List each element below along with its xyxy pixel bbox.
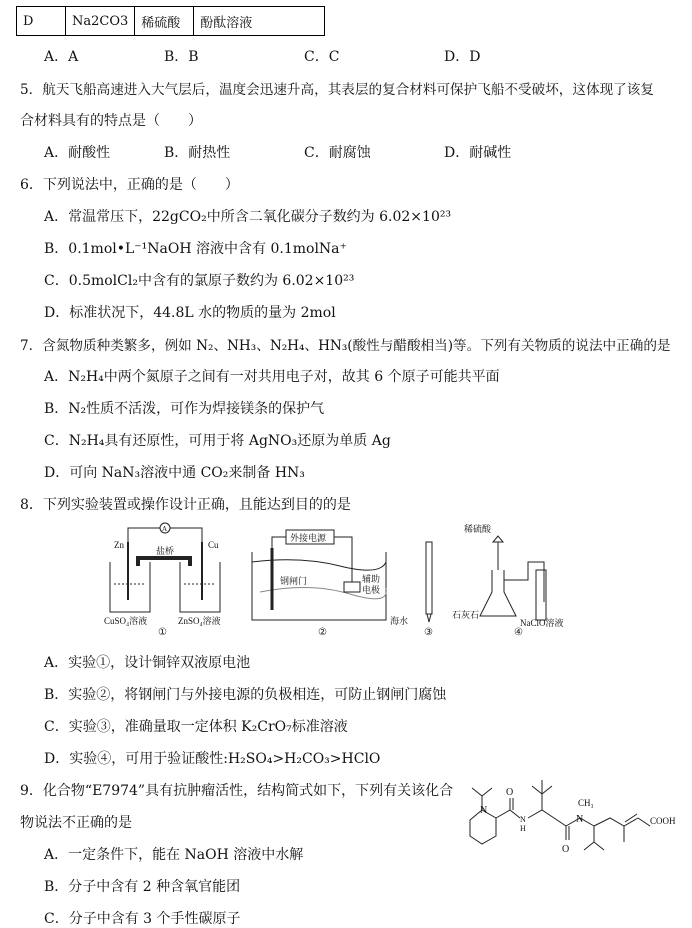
q7-option-d: D．可向 NaN₃溶液中通 CO₂来制备 HN₃: [44, 465, 305, 481]
aux-electrode-label-2: 电极: [362, 585, 381, 595]
q4-option-c: C．C: [304, 49, 340, 65]
q5-stem-line2: 合材料具有的特点是（ ）: [20, 113, 202, 129]
q7-stem: 7．含氮物质种类繁多，例如 N₂、NH₃、N₂H₄、HN₃(酸性与醋酸相当)等。下列有关物质的说法中正确的是: [20, 338, 671, 354]
salt-bridge-label: 盐桥: [156, 546, 175, 556]
answer-table: [16, 6, 325, 36]
q5-option-a: A．耐酸性: [44, 145, 111, 161]
seawater-label: 海水: [390, 616, 409, 626]
figure-number-2: ②: [318, 627, 327, 636]
q7-option-b: B．N₂性质不活泼，可作为焊接镁条的保护气: [44, 401, 325, 417]
q4-option-d: D．D: [444, 49, 481, 65]
q9-option-a: A．一定条件下，能在 NaOH 溶液中水解: [44, 847, 304, 863]
q5-stem-line1: 5．航天飞船高速进入大气层后，温度会迅速升高，其表层的复合材料可保护飞船不受破坏，这体现了该复: [20, 82, 654, 98]
q8-option-c: C．实验③，准确量取一定体积 K₂CrO₇标准溶液: [44, 719, 348, 735]
q8-option-a: A．实验①，设计铜锌双液原电池: [44, 655, 251, 671]
q9-stem-line2: 物说法不正确的是: [20, 815, 132, 831]
n-atom-1: N: [480, 805, 488, 816]
figure-4-flask: [452, 523, 564, 636]
table-cell: D: [17, 7, 66, 36]
figure-2-steel-gate: [252, 530, 408, 636]
table-cell: 酚酞溶液: [194, 7, 325, 36]
zn-label: Zn: [114, 540, 124, 550]
q8-option-d: D．实验④，可用于验证酸性:H₂SO₄>H₂CO₃>HClO: [44, 751, 381, 767]
figure-3-burette: [424, 542, 433, 636]
cuso4-label: CuSO₄溶液: [104, 616, 148, 626]
steel-gate-label: 钢闸门: [280, 576, 308, 586]
table-row: [17, 7, 325, 36]
figure-number-4: ④: [514, 627, 523, 636]
table-cell: Na2CO3: [66, 7, 135, 36]
q9-option-b: B．分子中含有 2 种含氧官能团: [44, 879, 241, 895]
q6-option-c: C．0.5molCl₂中含有的氯原子数约为 6.02×10²³: [44, 273, 355, 289]
table-cell: 稀硫酸: [135, 7, 194, 36]
figure-number-3: ③: [424, 627, 433, 636]
q8-stem: 8．下列实验装置或操作设计正确，且能达到目的的是: [20, 497, 351, 513]
o-atom-1: O: [506, 787, 514, 798]
aux-electrode-label-1: 辅助: [362, 574, 381, 584]
cooh-label: COOH: [650, 816, 676, 826]
q6-option-a: A．常温常压下，22gCO₂中所含二氧化碳分子数约为 6.02×10²³: [44, 209, 452, 225]
q4-option-a: A．A: [44, 49, 79, 65]
q6-option-d: D．标准状况下，44.8L 水的物质的量为 2mol: [44, 305, 336, 321]
experiment-figure: [100, 522, 570, 636]
q5-option-b: B．耐热性: [164, 145, 231, 161]
methyl-label: CH₃: [578, 798, 594, 808]
limestone-label: 石灰石: [452, 610, 480, 620]
q9-option-c: C．分子中含有 3 个手性碳原子: [44, 911, 241, 927]
znso4-label: ZnSO₄溶液: [178, 616, 221, 626]
naclo-solution-label: NaClO溶液: [520, 618, 564, 628]
q6-stem: 6．下列说法中，正确的是（ ）: [20, 177, 239, 193]
q5-option-c: C．耐腐蚀: [304, 145, 371, 161]
power-supply-label: 外接电源: [290, 533, 327, 543]
o-atom-2: O: [562, 844, 570, 855]
q6-option-b: B．0.1mol•L⁻¹NaOH 溶液中含有 0.1molNa⁺: [44, 241, 347, 257]
figure-number-1: ①: [158, 627, 167, 636]
q9-stem-line1: 9．化合物“E7974”具有抗肿瘤活性，结构简式如下，下列有关该化合: [20, 783, 454, 799]
q5-option-d: D．耐碱性: [444, 145, 512, 161]
n-atom-2: N: [576, 814, 584, 825]
q4-option-b: B．B: [164, 49, 199, 65]
figure-1-galvanic-cell: [104, 523, 221, 636]
q7-option-a: A．N₂H₄中两个氮原子之间有一对共用电子对，故其 6 个原子可能共平面: [44, 369, 500, 385]
nh-h-atom: H: [520, 824, 526, 833]
nh-n-atom: N: [520, 815, 526, 824]
q7-option-c: C．N₂H₄具有还原性，可用于将 AgNO₃还原为单质 Ag: [44, 433, 391, 449]
q8-option-b: B．实验②，将钢闸门与外接电源的负极相连，可防止钢闸门腐蚀: [44, 687, 447, 703]
cu-label: Cu: [208, 540, 219, 550]
ammeter-label: A: [162, 525, 168, 533]
molecular-structure: [462, 770, 684, 870]
dilute-sulfuric-acid-label: 稀硫酸: [464, 524, 492, 534]
